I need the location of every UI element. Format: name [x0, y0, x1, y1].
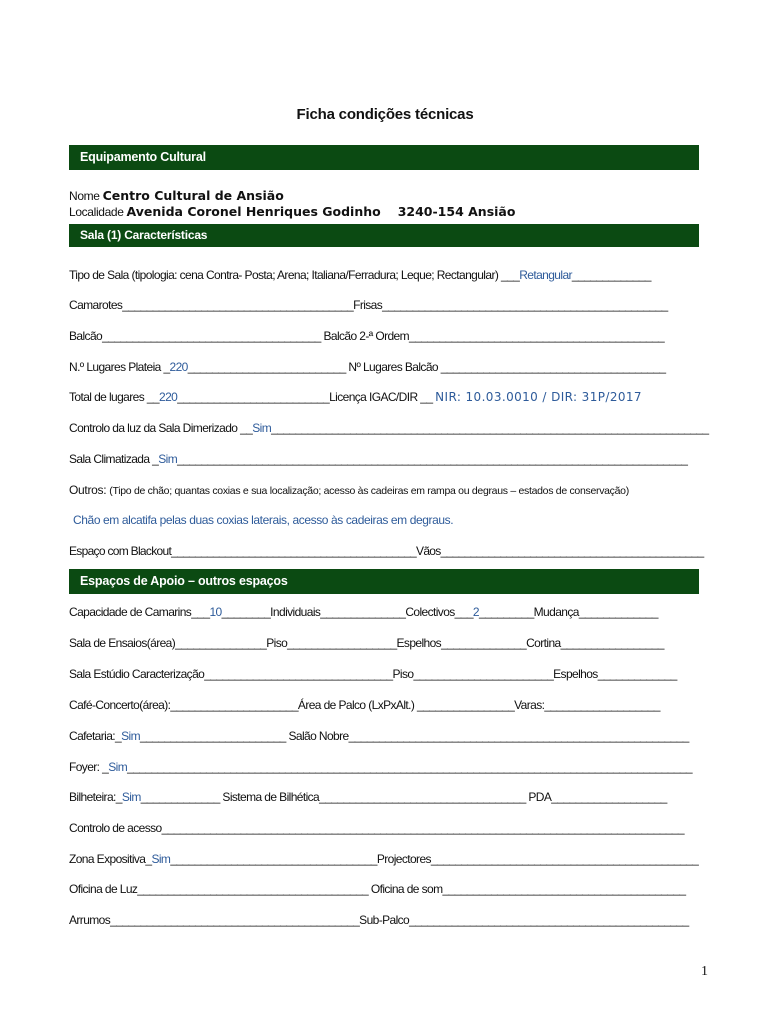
nome-row — [69, 188, 284, 203]
balcao-row: Balcão____________________________________ Balcão 2-ª Ordem__________________________________________ — [69, 329, 665, 343]
camarins-colectivos: 2 — [472, 605, 479, 619]
camarotes-row: Camarotes______________________________________Frisas_______________________________________________ — [69, 298, 668, 312]
expositiva-label: Zona Expositiva_ — [69, 852, 152, 866]
cafe-concerto-row: Café-Concerto(área):_____________________Área de Palco (LxPxAlt.) ________________Varas:___________________ — [69, 698, 660, 712]
zona-expositiva-row — [69, 852, 698, 866]
section-header-equipamento: Equipamento Cultural — [69, 145, 699, 170]
plateia-mid: __________________________ Nº Lugares Balcão _____________________________________ — [187, 360, 666, 374]
camarins-mid: ________Individuais______________Colectivos___ — [221, 605, 473, 619]
camarins-label: Capacidade de Camarins___ — [69, 605, 210, 619]
oficina-row: Oficina de Luz______________________________________ Oficina de som________________________________________ — [69, 882, 686, 896]
plateia-label: N.º Lugares Plateia _ — [69, 360, 170, 374]
foyer-value: Sim — [108, 760, 128, 774]
camarins-tail: _________Mudança_____________ — [478, 605, 658, 619]
total-value: 220 — [159, 390, 178, 404]
outros-label: Outros: — [69, 483, 107, 497]
clima-label: Sala Climatizada _ — [69, 452, 159, 466]
luz-tail: ________________________________________________________________________ — [271, 421, 709, 435]
climatizada-row — [69, 452, 687, 466]
nome-label: Nome — [69, 189, 100, 203]
bilheteira-row — [69, 790, 667, 804]
foyer-label: Foyer: _ — [69, 760, 109, 774]
cafetaria-row — [69, 729, 689, 743]
outros-row — [69, 483, 629, 497]
controlo-acesso-row: Controlo de acesso______________________________________________________________________________________ — [69, 821, 684, 835]
tipo-sala-tail: _____________ — [571, 268, 651, 282]
plateia-row — [69, 360, 665, 374]
page-title: Ficha condições técnicas — [296, 106, 474, 123]
postal-code: 3240-154 Ansião — [397, 204, 516, 219]
total-mid: _________________________Licença IGAC/DIR __ — [177, 390, 436, 404]
arrumos-row: Arrumos_________________________________________Sub-Palco______________________________________________ — [69, 913, 689, 927]
tipo-sala-label: Tipo de Sala (tipologia: cena Contra- Posta; Arena; Italiana/Ferradura; Leque; Rectangular) ___ — [69, 268, 520, 282]
expositiva-tail: __________________________________Projectores____________________________________________ — [170, 852, 699, 866]
estudio-row: Sala Estúdio Caracterização_______________________________Piso_______________________Espelhos_____________ — [69, 667, 677, 681]
localidade-value: Avenida Coronel Henriques Godinho — [126, 204, 381, 219]
blackout-row: Espaço com Blackout_________________________________________Vãos____________________________________________ — [69, 544, 704, 558]
plateia-value: 220 — [169, 360, 188, 374]
cafetaria-value: Sim — [121, 729, 140, 743]
outros-hint: (Tipo de chão; quantas coxias e sua localização; acesso às cadeiras em rampa ou degraus – estados de conservação) — [109, 485, 629, 497]
bilheteira-tail: _____________ Sistema de Bilhética__________________________________ PDA___________________ — [140, 790, 667, 804]
luz-value: Sim — [252, 421, 272, 435]
camarins-individuais: 10 — [209, 605, 222, 619]
outros-value: Chão em alcatifa pelas duas coxias laterais, acesso às cadeiras em degraus. — [73, 513, 454, 527]
total-label: Total de lugares __ — [69, 390, 160, 404]
licenca-value: NIR: 10.03.0010 / DIR: 31P/2017 — [435, 390, 642, 404]
total-lugares-row — [69, 390, 642, 404]
section-header-apoio: Espaços de Apoio – outros espaços — [69, 569, 699, 594]
cafetaria-tail: ________________________ Salão Nobre________________________________________________________ — [139, 729, 689, 743]
luz-label: Controlo da luz da Sala Dimerizado __ — [69, 421, 253, 435]
localidade-row — [69, 204, 515, 219]
page-number: 1 — [701, 964, 708, 979]
bilheteira-label: Bilheteira:_ — [69, 790, 122, 804]
tipo-sala-value: Retangular — [519, 268, 572, 282]
clima-value: Sim — [158, 452, 178, 466]
camarins-row — [69, 605, 658, 619]
cafetaria-label: Cafetaria:_ — [69, 729, 122, 743]
section-header-sala: Sala (1) Características — [69, 224, 699, 247]
bilheteira-value: Sim — [121, 790, 141, 804]
localidade-label: Localidade — [69, 205, 124, 219]
clima-tail: ____________________________________________________________________________________ — [177, 452, 688, 466]
foyer-row — [69, 760, 692, 774]
tipo-sala-row — [69, 268, 651, 282]
luz-row — [69, 421, 708, 435]
foyer-tail: _____________________________________________________________________________________________ — [127, 760, 692, 774]
ensaios-row: Sala de Ensaios(área)_______________Piso__________________Espelhos______________Cortina_________________ — [69, 636, 664, 650]
expositiva-value: Sim — [151, 852, 171, 866]
nome-value: Centro Cultural de Ansião — [102, 188, 284, 203]
